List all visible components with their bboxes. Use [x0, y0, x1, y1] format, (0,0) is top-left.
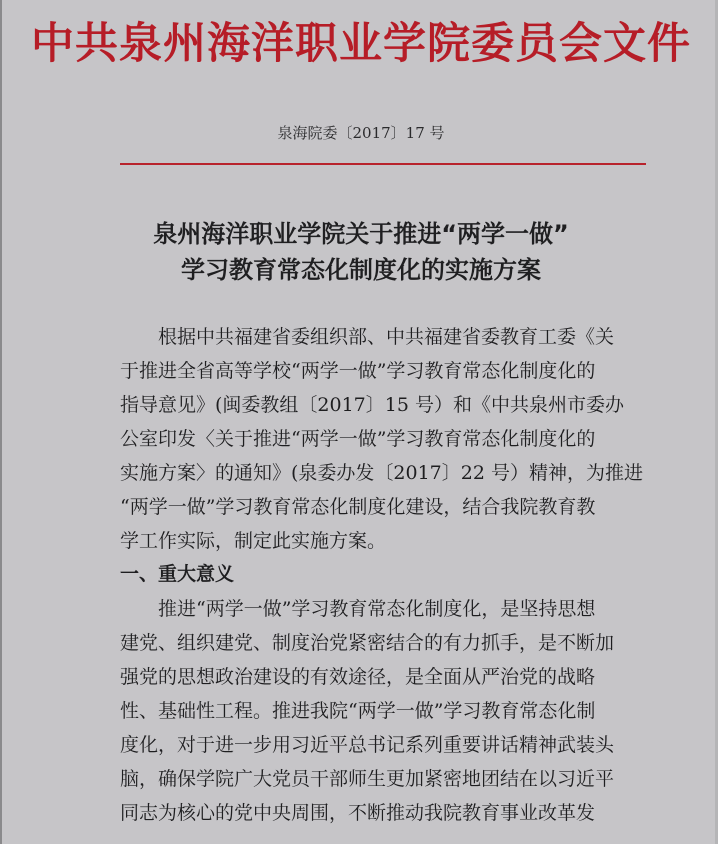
paragraph-1-line: 指导意见》(闽委教组〔2017〕15 号）和《中共泉州市委办: [120, 394, 624, 416]
paragraph-2-line: 建党、组织建党、制度治党紧密结合的有力抓手，是不断加: [120, 632, 615, 654]
red-divider-line: [120, 163, 646, 165]
paragraph-1-line: 公室印发〈关于推进“两学一做”学习教育常态化制度化的: [120, 428, 596, 450]
paragraph-2-line: 性、基础性工程。推进我院“两学一做”学习教育常态化制: [120, 700, 596, 722]
document-title-line-1: 泉州海洋职业学院关于推进“两学一做”: [153, 220, 569, 248]
paragraph-1-line: 学工作实际，制定此实施方案。: [120, 530, 387, 552]
paragraph-1-line: 实施方案〉的通知》(泉委办发〔2017〕22 号）精神，为推进: [120, 462, 643, 484]
paragraph-2-line: 强党的思想政治建设的有效途径，是全面从严治党的战略: [120, 666, 596, 688]
paragraph-2-line: 推进“两学一做”学习教育常态化制度化，是坚持思想: [158, 598, 596, 620]
section-heading: 一、重大意义: [120, 563, 235, 585]
paragraph-1-line: “两学一做”学习教育常态化制度化建设，结合我院教育教: [120, 496, 596, 518]
paragraph-2-line: 脑，确保学院广大党员干部师生更加紧密地团结在以习近平: [120, 768, 615, 790]
paragraph-2-line: 度化，对于进一步用习近平总书记系列重要讲话精神武装头: [120, 734, 615, 756]
paragraph-1-line: 根据中共福建省委组织部、中共福建省委教育工委《关: [158, 326, 615, 348]
paragraph-2-line: 同志为核心的党中央周围，不断推动我院教育事业改革发: [120, 802, 596, 824]
document-title-line-2: 学习教育常态化制度化的实施方案: [181, 256, 541, 284]
paragraph-1-line: 于推进全省高等学校“两学一做”学习教育常态化制度化的: [120, 360, 596, 382]
red-header-title: 中共泉州海洋职业学院委员会文件: [31, 19, 691, 69]
document-number: 泉海院委〔2017〕17 号: [277, 124, 445, 142]
